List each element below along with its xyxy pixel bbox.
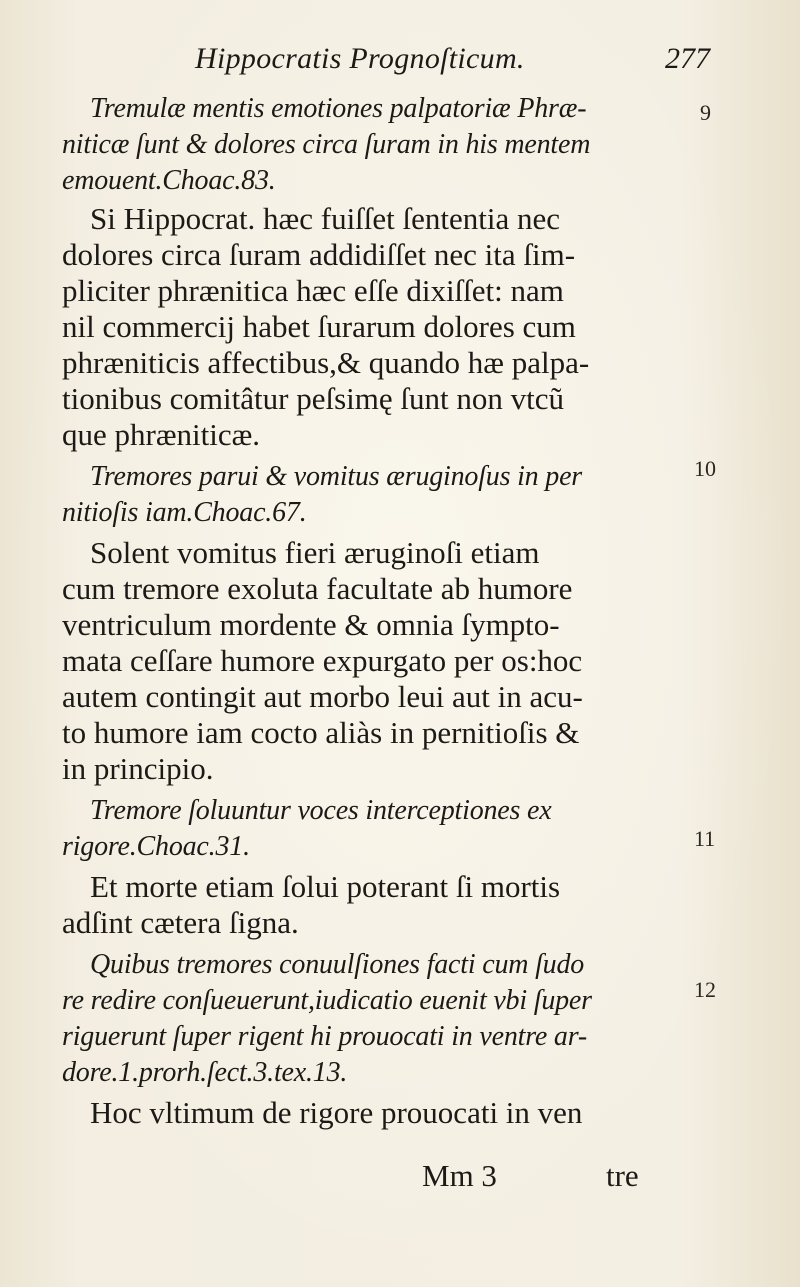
text-line: rigore.Choac.31. xyxy=(62,831,250,862)
text-line: adſint cætera ſigna. xyxy=(62,905,299,940)
text-line: re redire conſueuerunt,iudicatio euenit vbi ſuper xyxy=(62,985,592,1016)
text-line: niticæ ſunt & dolores circa ſuram in his mentem xyxy=(62,129,591,160)
text-line: Et morte etiam ſolui poterant ſi mortis xyxy=(90,869,561,904)
text-line: autem contingit aut morbo leui aut in acu- xyxy=(62,679,583,714)
margin-number: 10 xyxy=(694,456,716,481)
margin-number: 9 xyxy=(700,100,711,125)
text-line: mata ceſſare humore expurgato per os:hoc xyxy=(62,643,583,678)
text-line: Quibus tremores conuulſiones facti cum ſudo xyxy=(90,949,585,980)
text-line: Si Hippocrat. hæc fuiſſet ſententia nec xyxy=(90,201,561,236)
margin-number: 11 xyxy=(694,826,716,851)
text-line: riguerunt ſuper rigent hi prouocati in ventre ar- xyxy=(62,1021,587,1052)
text-line: Tremulæ mentis emotiones palpatoriæ Phræ- xyxy=(90,93,587,124)
text-line: Tremore ſoluuntur voces interceptiones ex xyxy=(90,795,552,826)
text-line: pliciter phrænitica hæc eſſe dixiſſet: nam xyxy=(62,273,564,308)
running-title: Hippocratis Prognoſticum. xyxy=(195,42,525,75)
text-line: dolores circa ſuram addidiſſet nec ita ſim- xyxy=(62,237,576,272)
text-line: Solent vomitus fieri æruginoſi etiam xyxy=(90,535,540,570)
text-line: emouent.Choac.83. xyxy=(62,165,276,196)
margin-number: 12 xyxy=(694,977,716,1002)
text-line: phræniticis affectibus,& quando hæ palpa- xyxy=(62,345,590,380)
signature-mark: Mm 3 xyxy=(422,1158,497,1193)
text-line: Tremores parui & vomitus æruginoſus in per xyxy=(90,461,583,492)
text-line: dore.1.prorh.ſect.3.tex.13. xyxy=(62,1057,348,1088)
text-line: tionibus comitâtur peſsimę ſunt non vtcũ xyxy=(62,381,564,416)
text-line: in principio. xyxy=(62,751,214,786)
text-line: Hoc vltimum de rigore prouocati in ven xyxy=(90,1095,583,1130)
text-line: cum tremore exoluta facultate ab humore xyxy=(62,571,573,606)
text-line: que phræniticæ. xyxy=(62,417,261,452)
text-line: ventriculum mordente & omnia ſympto- xyxy=(62,607,560,642)
page-number: 277 xyxy=(665,42,710,75)
text-line: nitioſis iam.Choac.67. xyxy=(62,497,307,528)
text-line: to humore iam cocto aliàs in pernitioſis & xyxy=(62,715,580,750)
page-header xyxy=(60,42,710,82)
text-line: nil commercij habet ſurarum dolores cum xyxy=(62,309,576,344)
catchword: tre xyxy=(606,1158,639,1193)
